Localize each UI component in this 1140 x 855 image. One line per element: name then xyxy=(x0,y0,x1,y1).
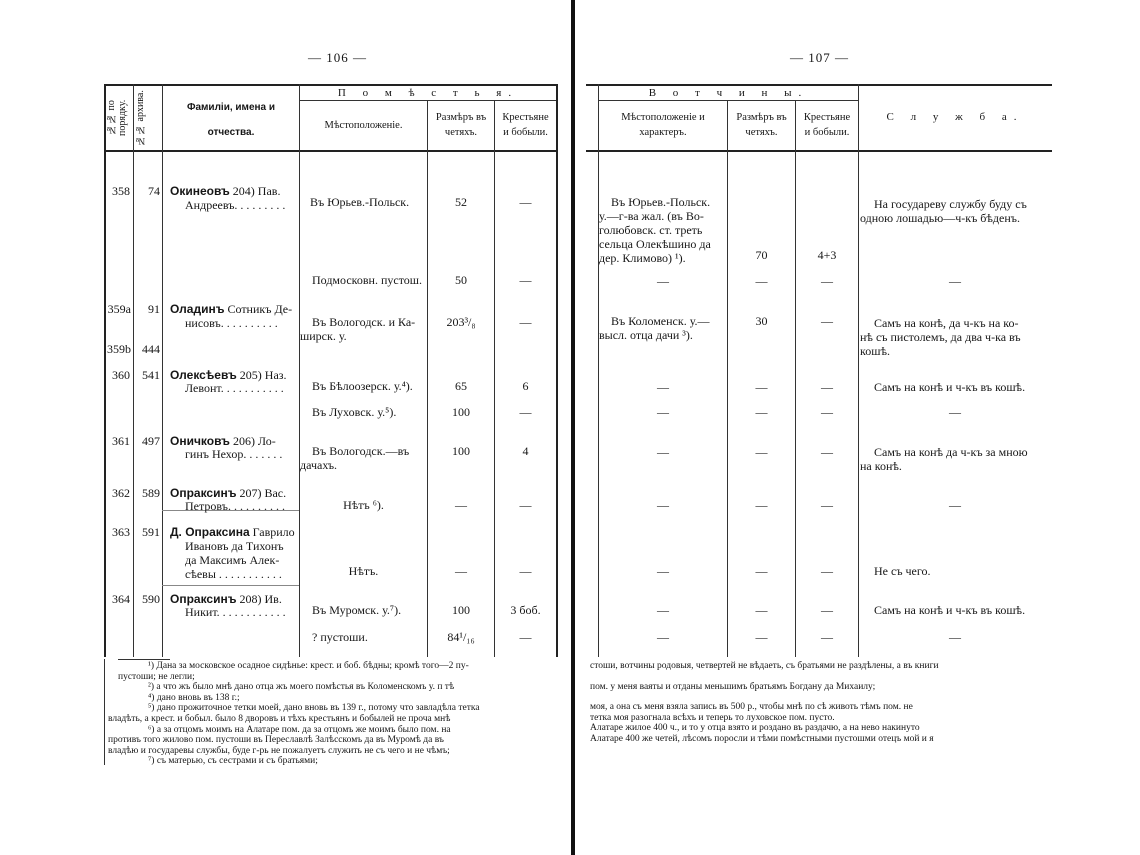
votchina-peasants: — xyxy=(821,274,833,288)
name-rest: 205) Наз. xyxy=(236,368,287,382)
votchina-peasants: 4+3 xyxy=(817,248,837,262)
estate-size: 50 xyxy=(455,273,467,287)
votchina-size: — xyxy=(755,380,768,394)
left-header-size xyxy=(428,110,494,140)
votchina-size: 30 xyxy=(755,314,768,328)
service-line: На государеву службу буду съ xyxy=(874,197,1027,211)
person-name-line3: да Максимъ Алек- xyxy=(185,553,280,567)
left-header-peasants-line1: Крестьяне xyxy=(502,112,549,123)
estate-location: Въ Вологодск. и Ка- xyxy=(312,315,416,329)
archive-number: 91 xyxy=(148,302,160,316)
votchina-size: — xyxy=(755,603,768,617)
votchina-location-line: Въ Коломенск. у.— xyxy=(611,314,710,328)
votchina-size: — xyxy=(755,445,768,459)
footnote-line: ¹) Дана за московское осадное сидѣнье: крест. и боб. бѣдны; кромѣ того—2 пу- xyxy=(148,661,469,671)
surname: Оладинъ xyxy=(170,302,225,316)
estate-size: — xyxy=(455,498,467,512)
footnote-line: ²) а что жъ было мнѣ дано отца жъ моего помѣстья въ Коломенскомъ у. п тѣ xyxy=(148,682,455,693)
service-text: Самъ на конѣ и ч-къ въ кошѣ. xyxy=(874,603,1026,617)
votchina-size: 70 xyxy=(755,248,768,262)
archive-number: 591 xyxy=(142,525,160,539)
votchina-location-line: дер. Климово) ¹). xyxy=(599,251,686,265)
surname: Оничковъ xyxy=(170,434,230,448)
left-header-col-arch: №№ архива. xyxy=(135,90,146,146)
footnote-line: ⁵) дано прожиточное тетки моей, дано вновь въ 139 г., потому что завладѣла тетка xyxy=(148,703,480,714)
service-line: одною лошадью—ч-къ бѣденъ. xyxy=(860,211,1020,225)
votchina-location: — xyxy=(657,630,669,644)
person-name-line2: Ивановъ да Тихонъ xyxy=(185,539,284,553)
estate-peasants: — xyxy=(519,630,532,644)
name-rest: 206) Ло- xyxy=(229,434,276,448)
row-number: 362 xyxy=(112,486,130,500)
estate-peasants: — xyxy=(519,315,532,329)
votchina-location: — xyxy=(657,498,669,512)
right-header-location xyxy=(599,110,727,140)
estate-location: Нѣтъ. xyxy=(348,564,379,578)
votchina-location-line: высл. отца дачи ³). xyxy=(599,328,693,342)
right-page-number: — 107 — xyxy=(790,50,849,65)
votchina-location-line: сельца Олекѣшино да xyxy=(599,237,711,251)
service-text xyxy=(860,445,1028,473)
footnote-line: противъ того жилово пом. пустоши въ Переславлѣ Залѣсскомъ да въ Муромѣ да въ xyxy=(108,735,444,746)
estate-location: Въ Луховск. у.⁵). xyxy=(312,405,397,419)
row-number: 359a xyxy=(107,302,131,316)
person-name xyxy=(170,434,276,448)
footnote-line: владѣю и государевы службы, буде г-рь не пожалуетъ служить не съ чего и не чѣмъ; xyxy=(108,745,450,756)
estate-location: Подмосковн. пустош. xyxy=(312,273,423,287)
right-header-votchiny: В о т ч и н ы. xyxy=(648,87,809,99)
estate-peasants: — xyxy=(519,195,532,209)
service-text: — xyxy=(949,630,961,644)
left-footnotes xyxy=(108,661,566,767)
estate-size: 84¹/₁₆ xyxy=(447,630,475,644)
estate-size: — xyxy=(455,564,467,578)
name-rest: 207) Вас. xyxy=(236,486,287,500)
estate-peasants: 6 xyxy=(522,379,529,393)
votchina-size: — xyxy=(755,630,768,644)
service-text: — xyxy=(949,498,961,512)
estate-peasants: — xyxy=(519,273,532,287)
right-header-peasants-line2: и бобыли. xyxy=(804,127,850,138)
right-header-size-line1: Размѣръ въ xyxy=(736,112,787,123)
votchina-peasants: — xyxy=(821,445,833,459)
left-header-size-line1: Размѣръ въ xyxy=(435,112,487,123)
right-header-peasants xyxy=(796,110,858,140)
person-name xyxy=(170,592,282,606)
footnote-margin-line xyxy=(104,659,105,765)
footnote-line: ⁶) а за отцомъ моимъ на Алатаре пом. да за отцомъ же моимъ было пом. на xyxy=(148,724,451,735)
service-line: Самъ на конѣ, да ч-къ на ко- xyxy=(874,316,1019,330)
estate-peasants: — xyxy=(519,405,532,419)
votchina-peasants: — xyxy=(821,564,833,578)
footnote-line: тетка моя разогнала всѣхъ и теперь то луховское пом. пусто. xyxy=(590,712,835,723)
estate-size: 100 xyxy=(452,405,470,419)
estate-peasants: — xyxy=(519,498,532,512)
right-footnotes xyxy=(590,661,1060,745)
estate-peasants: — xyxy=(519,564,532,578)
estate-location: Въ Муромск. у.⁷). xyxy=(312,603,402,617)
surname: Д. Опраксина xyxy=(170,525,250,539)
estate-size: 65 xyxy=(455,379,467,393)
estate-location-line2: дачахъ. xyxy=(300,458,338,472)
service-text: Не съ чего. xyxy=(874,564,931,578)
votchina-peasants: — xyxy=(821,498,833,512)
estate-location: Въ Вологодск.—въ xyxy=(312,444,410,458)
right-header-service: С л у ж б а. xyxy=(886,111,1024,123)
service-text xyxy=(860,197,1027,225)
right-header-size xyxy=(728,110,795,140)
votchina-peasants: — xyxy=(821,603,833,617)
estate-peasants: 3 боб. xyxy=(510,603,541,617)
right-header-peasants-line1: Крестьяне xyxy=(803,112,851,123)
row-number: 363 xyxy=(112,525,130,539)
left-header-estates: П о м ѣ с т ь я. xyxy=(337,87,519,99)
surname: Олексѣевъ xyxy=(170,368,237,382)
row-number: 359b xyxy=(107,342,131,356)
book-gutter xyxy=(571,0,575,855)
votchina-location-line: Въ Юрьев.-Польск. xyxy=(611,195,711,209)
archive-number: 497 xyxy=(142,434,160,448)
service-line: Самъ на конѣ да ч-къ за мною xyxy=(874,445,1028,459)
estate-peasants: 4 xyxy=(522,444,529,458)
right-header-size-line2: четяхъ. xyxy=(745,127,778,138)
votchina-size: — xyxy=(755,405,768,419)
person-name xyxy=(170,184,280,198)
votchina-location: — xyxy=(657,380,669,394)
person-name-line2: Никит. . . . . . . . . . . . xyxy=(185,605,286,619)
left-header-location: Мѣстоположенiе. xyxy=(324,120,403,131)
estate-location: Въ Юрьев.-Польск. xyxy=(310,195,410,209)
row-number: 360 xyxy=(112,368,130,382)
service-line: на конѣ. xyxy=(860,459,902,473)
footnote-line: ⁴) дано вновь въ 138 г.; xyxy=(148,692,240,703)
surname: Опраксинъ xyxy=(170,486,237,500)
archive-number: 590 xyxy=(142,592,160,606)
left-header-names-line1: Фамилiи, имена и xyxy=(186,102,276,113)
person-name-line2: гинъ Нехор. . . . . . . xyxy=(185,447,283,461)
left-header-names xyxy=(164,100,298,140)
estate-location: Нѣтъ ⁶). xyxy=(343,498,384,512)
surname: Окинеовъ xyxy=(170,184,230,198)
votchina-location xyxy=(599,314,710,342)
name-rest: Сотникъ Де- xyxy=(224,302,293,316)
estate-size: 100 xyxy=(452,603,470,617)
person-name xyxy=(170,302,292,316)
votchina-location: — xyxy=(657,405,669,419)
footnote-rule xyxy=(118,659,170,660)
person-name-line4: сѣевы . . . . . . . . . . . xyxy=(185,567,282,581)
votchina-location: — xyxy=(657,274,669,288)
left-header-peasants-line2: и бобыли. xyxy=(503,127,548,138)
votchina-location: — xyxy=(657,564,669,578)
left-header-peasants xyxy=(495,110,556,140)
votchina-size: — xyxy=(755,498,768,512)
estate-size: 100 xyxy=(452,444,470,458)
service-text: Самъ на конѣ и ч-къ въ кошѣ. xyxy=(874,380,1026,394)
row-number: 361 xyxy=(112,434,130,448)
footnote-line: Алатаре 400 же четей, лѣсомъ поросли и тѣми помѣстными пустошми отецъ мой и я xyxy=(590,733,934,744)
footnote-line: пом. у меня ваяты и отданы меньшимъ братьямъ Богдану да Михаилу; xyxy=(590,681,876,692)
right-header-location-line1: Мѣстоположенiе и xyxy=(621,112,705,123)
votchina-peasants: — xyxy=(821,405,833,419)
left-header-col-num: №№ по порядку. xyxy=(106,99,128,137)
votchina-peasants: — xyxy=(821,314,833,328)
votchina-location: — xyxy=(657,603,669,617)
footnote-line: пустоши; не легли; xyxy=(118,671,195,682)
votchina-peasants: — xyxy=(821,380,833,394)
row-number: 358 xyxy=(112,184,130,198)
row-number: 364 xyxy=(112,592,130,606)
votchina-size: — xyxy=(755,564,768,578)
estate-size: 203³/₈ xyxy=(446,315,476,329)
service-text: — xyxy=(949,274,961,288)
estate-size: 52 xyxy=(455,195,467,209)
votchina-size: — xyxy=(755,274,768,288)
votchina-location-line: у.—г-ва жал. (въ Во- xyxy=(599,209,704,223)
person-name-line2: Петровъ. . . . . . . . . . xyxy=(185,499,285,513)
surname: Опраксинъ xyxy=(170,592,237,606)
votchina-location: — xyxy=(657,445,669,459)
archive-number: 589 xyxy=(142,486,160,500)
archive-number: 74 xyxy=(148,184,160,198)
archive-number: 541 xyxy=(142,368,160,382)
right-header-location-line2: характеръ. xyxy=(639,127,687,138)
votchina-peasants: — xyxy=(821,630,833,644)
name-rest: 204) Пав. xyxy=(229,184,281,198)
estate-location: Въ Бѣлоозерск. у.⁴). xyxy=(312,379,413,393)
person-name-line2: Левонт. . . . . . . . . . . xyxy=(185,381,284,395)
estate-location-line2: ширск. у. xyxy=(300,329,347,343)
left-header-size-line2: четяхъ. xyxy=(444,127,478,138)
footnote-line: моя, а она съ меня взяла запись въ 500 р., чтобы мнѣ по сѣ животь тѣмъ пом. не xyxy=(590,702,913,713)
footnote-line: владѣть, а крест. и бобыл. было 8 дворовъ и тѣхъ крестьянъ и бобылей не проча мнѣ xyxy=(108,713,451,724)
name-rest: Гаврило xyxy=(249,525,295,539)
service-text xyxy=(860,316,1021,358)
person-name xyxy=(170,525,295,539)
person-name-line2: нисовъ. . . . . . . . . . xyxy=(185,316,278,330)
votchina-location-line: голюбовск. ст. треть xyxy=(599,223,703,237)
person-name xyxy=(170,486,286,500)
service-text: — xyxy=(949,405,961,419)
left-page-number: — 106 — xyxy=(308,50,367,65)
service-line: кошѣ. xyxy=(860,344,890,358)
archive-number: 444 xyxy=(142,342,160,356)
person-name-line2: Андреевъ. . . . . . . . . xyxy=(185,198,286,212)
person-name xyxy=(170,368,287,382)
footnote-line: ⁷) съ матерью, съ сестрами и съ братьями; xyxy=(148,756,318,767)
estate-location: ? пустоши. xyxy=(312,630,368,644)
service-line: нѣ съ пистолемъ, да два ч-ка въ xyxy=(860,330,1021,344)
footnote-line: Алатаре жилое 400 ч., и то у отца взято и роздано въ раздачю, а на нево накинуто xyxy=(590,723,920,734)
left-header-names-line2: отчества. xyxy=(207,127,255,138)
votchina-location xyxy=(599,195,711,265)
footnote-line: стоши, вотчины родовыя, четвертей не вѣдаеть, съ братьями не раздѣлены, а въ книги xyxy=(590,661,939,671)
name-rest: 208) Ив. xyxy=(236,592,282,606)
